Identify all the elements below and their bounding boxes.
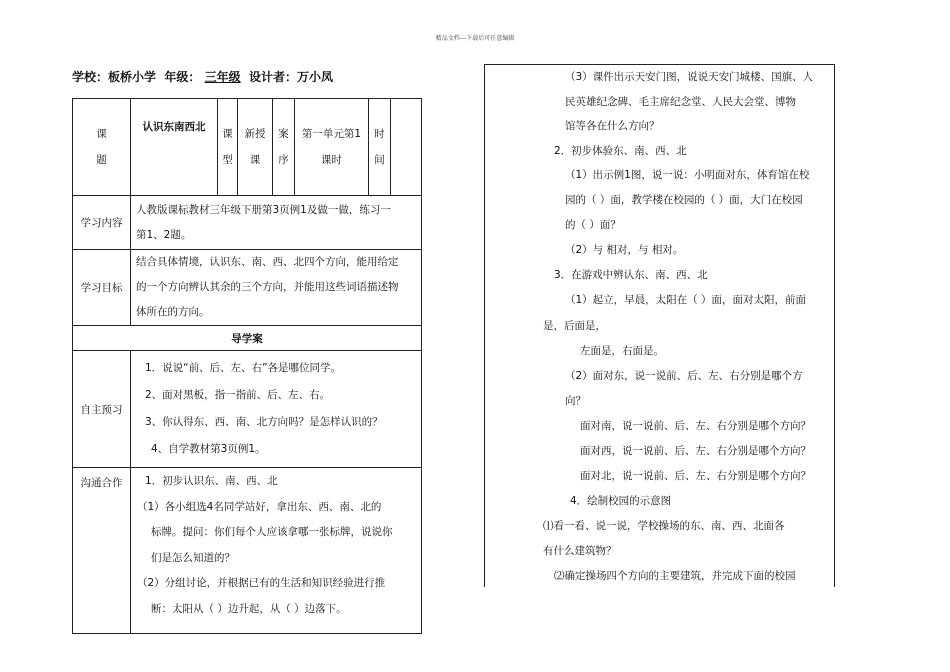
order-label-cell	[273, 99, 295, 196]
plan-title: 导学案	[73, 326, 422, 351]
right-line: 面对南，说一说前、后、左、右分别是哪个方向？	[580, 420, 811, 432]
right-line: 3．在游戏中辨认东、南、西、北	[554, 269, 708, 281]
content-label: 学习内容	[73, 196, 131, 250]
type-value-1: 新授	[244, 128, 266, 140]
right-line: （1）出示例1图，说一说：小明面对东，体育馆在校	[565, 169, 810, 181]
coop-row	[73, 468, 422, 634]
preview-item: 4、自学教材第3页例1。	[151, 443, 266, 455]
type-label-1: 课	[222, 128, 233, 140]
lesson-plan-table	[72, 98, 422, 634]
goal-line: 体所在的方向。	[136, 306, 210, 318]
content-cell	[131, 196, 422, 250]
goal-line: 结合具体情境，认识东、南、西、北四个方向，能用给定	[136, 256, 399, 268]
goal-label: 学习目标	[73, 250, 131, 326]
right-line: 向？	[565, 395, 586, 407]
goal-line: 的一个方向辨认其余的三个方向，并能用这些词语描述物	[136, 281, 399, 293]
lesson-header	[72, 68, 333, 85]
coop-line: 们是怎么知道的？	[151, 551, 235, 564]
time-label-2: 间	[374, 154, 385, 166]
designer-name: 万小凤	[296, 70, 333, 84]
topic-label-cell	[73, 99, 131, 196]
right-line: 2．初步体验东、南、西、北	[554, 145, 687, 157]
right-line: 4．绘制校园的示意图	[570, 495, 672, 507]
coop-line: 标牌。提问：你们每个人应该拿哪一张标牌，说说你	[151, 526, 393, 538]
coop-line: 1．初步认识东、南、西、北	[145, 475, 278, 487]
right-line: 面对西，说一说前、后、左、右分别是哪个方向？	[580, 445, 811, 457]
right-line: ⑵确定操场四个方向的主要建筑，并完成下面的校园	[554, 570, 796, 582]
preview-cell	[131, 351, 422, 468]
grade-value: 三年级	[204, 70, 241, 84]
order-label-1: 案	[278, 128, 289, 140]
right-line: 的（ ）面？	[565, 219, 621, 231]
document-watermark-note: 精品文档---下载后可任意编辑	[435, 35, 515, 42]
right-line: 面对北，说一说前、后、左、右分别是哪个方向？	[580, 470, 811, 482]
goal-cell	[131, 250, 422, 326]
coop-line: （2）分组讨论，并根据已有的生活和知识经验进行推	[137, 577, 386, 589]
plan-title-row	[73, 326, 422, 351]
goal-row	[73, 250, 422, 326]
order-value-2: 课时	[321, 154, 342, 166]
coop-cell	[131, 468, 422, 634]
time-value-cell	[391, 99, 422, 196]
right-line: （1）起立，早晨，太阳在（ ）面，面对太阳，前面	[565, 294, 807, 306]
right-line: 有什么建筑物？	[543, 545, 617, 557]
grade-label: 年级：	[164, 70, 201, 84]
preview-label: 自主预习	[73, 351, 131, 468]
right-line: （2）与 相对，与 相对。	[565, 244, 684, 256]
time-label-cell	[369, 99, 391, 196]
content-row	[73, 196, 422, 250]
type-value-cell	[238, 99, 273, 196]
topic-label-2: 题	[96, 154, 107, 166]
right-line: 是，后面是，	[543, 320, 606, 332]
order-value-cell	[295, 99, 369, 196]
right-line: 园的（ ）面，教学楼在校园的（ ）面，大门在校园	[565, 194, 803, 206]
preview-item: 3、你认得东、西、南、北方向吗？是怎样认识的？	[145, 416, 383, 428]
type-label-cell	[218, 99, 238, 196]
time-label-1: 时	[374, 128, 385, 140]
topic-value: 认识东南西北	[131, 99, 218, 196]
topic-label-1: 课	[96, 128, 107, 140]
right-line: 馆等各在什么方向？	[565, 120, 660, 132]
school-name: 板桥小学	[108, 70, 157, 84]
coop-line: 断：太阳从（ ）边升起，从（ ）边落下。	[151, 602, 347, 615]
type-value-2: 课	[249, 154, 261, 166]
preview-item: 1．说说“前、后、左、右”各是哪位同学。	[145, 362, 342, 374]
order-label-2: 序	[278, 154, 289, 166]
preview-row	[73, 351, 422, 468]
type-label-2: 型	[222, 154, 233, 166]
right-line: 左面是，右面是。	[580, 345, 664, 357]
content-line: 第1、2题。	[136, 228, 192, 241]
header-row	[73, 99, 422, 196]
right-line: 民英雄纪念碑、毛主席纪念堂、人民大会堂、博物	[565, 96, 796, 108]
preview-item: 2、面对黑板，指一指前、后、左、右。	[145, 389, 331, 401]
right-line: （3）课件出示天安门图，说说天安门城楼、国旗、人	[565, 71, 814, 83]
right-line: ⑴看一看、说一说，学校操场的东、南、西、北面各	[543, 520, 785, 532]
content-line: 人教版课标教材三年级下册第3页例1及做一做，练习一	[136, 203, 391, 216]
coop-line: （1）各小组选4名同学站好，拿出东、西、南、北的	[137, 500, 382, 513]
coop-label: 沟通合作	[73, 468, 131, 634]
order-value-1: 第一单元第1	[301, 128, 362, 140]
school-label: 学校：	[72, 70, 109, 84]
right-line: （2）面对东，说一说前、后、左、右分别是哪个方	[565, 370, 803, 382]
designer-label: 设计者：	[248, 70, 297, 84]
